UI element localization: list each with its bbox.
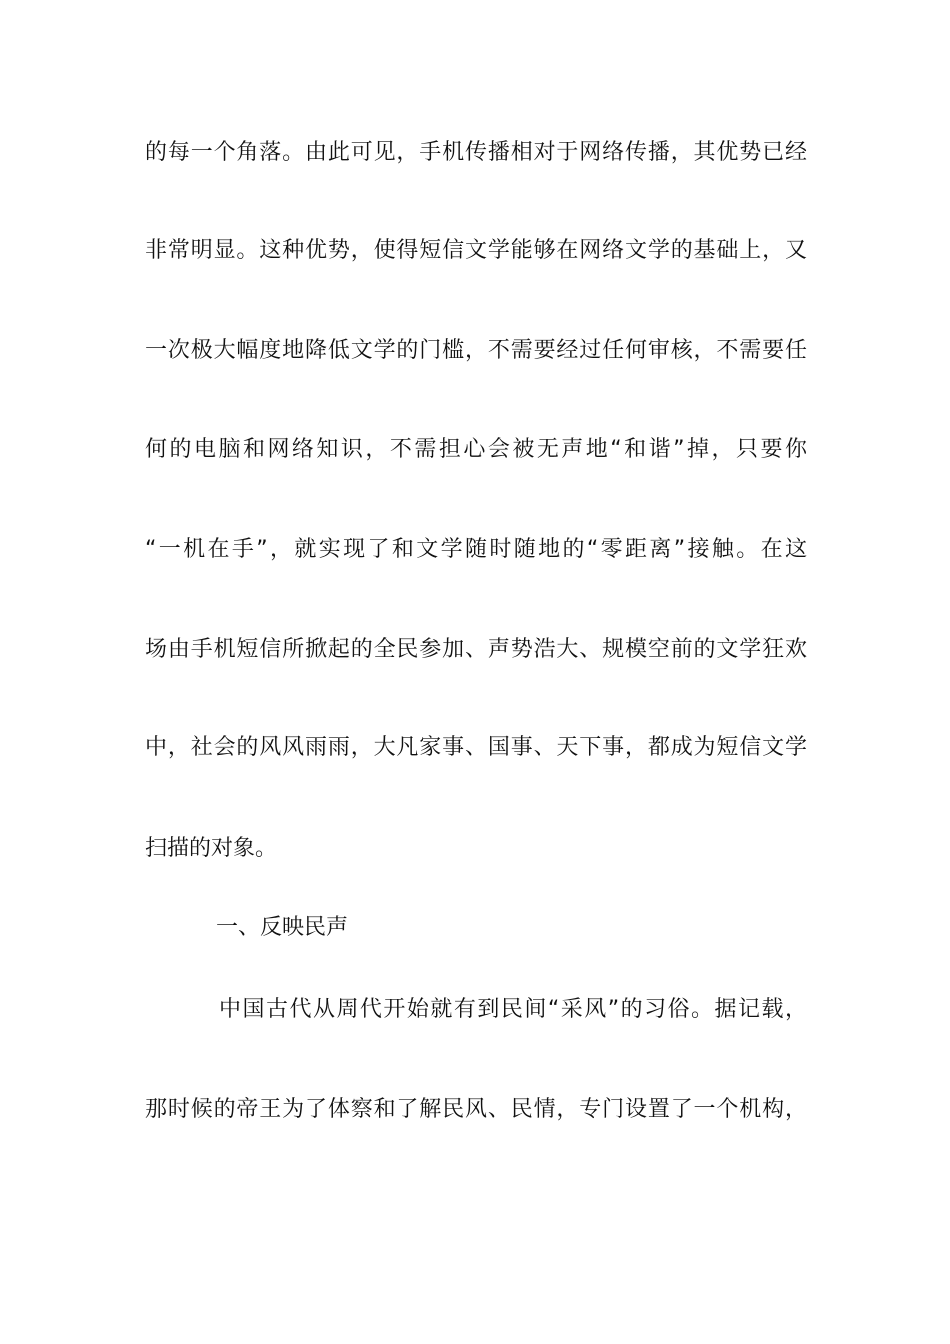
paragraph-line-8: 扫描的对象。 bbox=[145, 836, 278, 861]
paragraph-line-4: 何的电脑和网络知识，不需担心会被无声地“和谐”掉，只要你 bbox=[145, 437, 807, 462]
paragraph-line-5: “一机在手”，就实现了和文学随时随地的“零距离”接触。在这 bbox=[145, 537, 807, 562]
paragraph-line-1: 的每一个角落。由此可见，手机传播相对于网络传播，其优势已经 bbox=[145, 140, 807, 165]
paragraph-line-7: 中，社会的风风雨雨，大凡家事、国事、天下事，都成为短信文学 bbox=[145, 735, 807, 760]
paragraph-line-6: 场由手机短信所掀起的全民参加、声势浩大、规模空前的文学狂欢 bbox=[145, 637, 807, 662]
paragraph2-line-1: 中国古代从周代开始就有到民间“采风”的习俗。据记载， bbox=[219, 997, 807, 1022]
paragraph-line-2: 非常明显。这种优势，使得短信文学能够在网络文学的基础上，又 bbox=[145, 238, 807, 263]
paragraph2-line-2: 那时候的帝王为了体察和了解民风、民情，专门设置了一个机构， bbox=[145, 1097, 807, 1122]
paragraph-line-3: 一次极大幅度地降低文学的门槛，不需要经过任何审核，不需要任 bbox=[145, 338, 807, 363]
section-heading: 一、反映民声 bbox=[216, 915, 349, 940]
